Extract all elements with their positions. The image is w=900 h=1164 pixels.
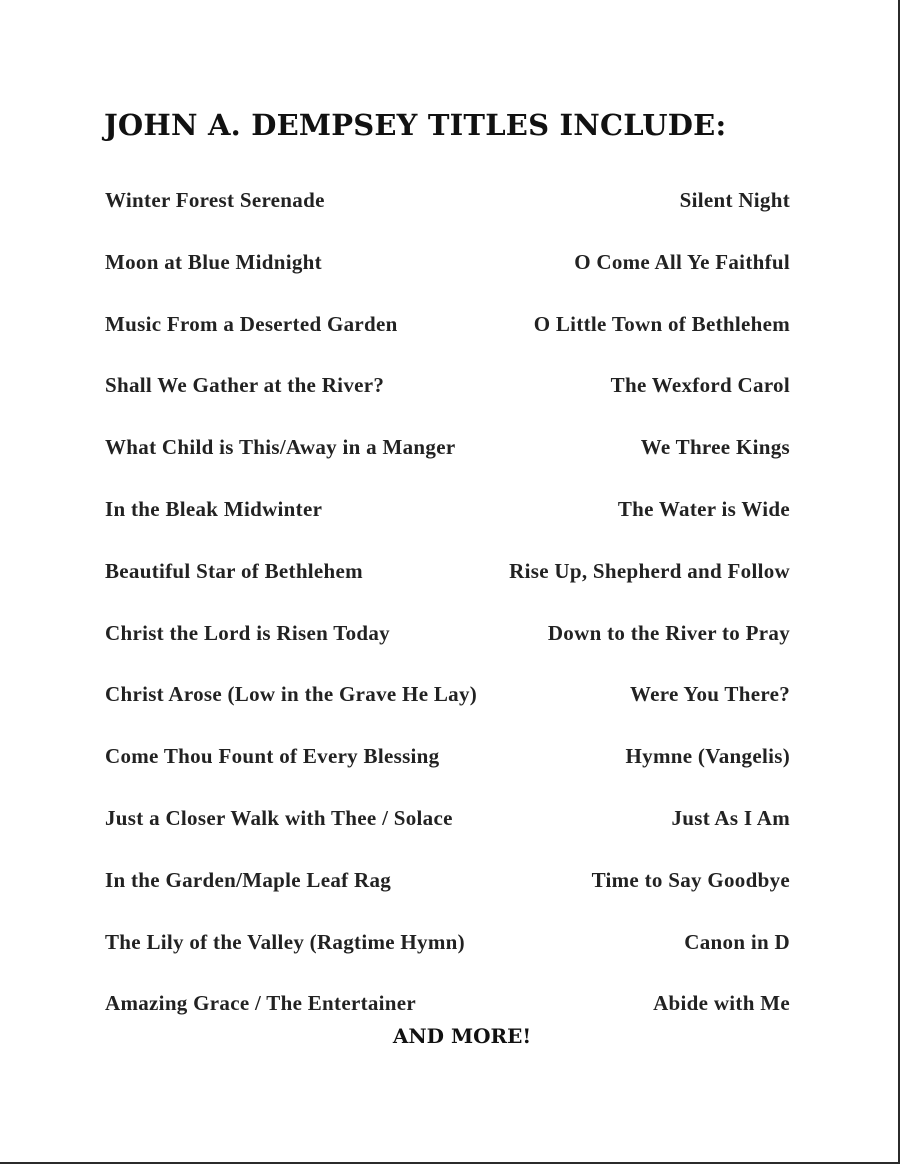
title-left: Music From a Deserted Garden (105, 311, 398, 336)
title-right: The Water is Wide (617, 496, 790, 521)
title-left: In the Bleak Midwinter (105, 496, 323, 521)
title-row (105, 806, 790, 868)
title-right: The Wexford Carol (610, 373, 790, 398)
title-left: Moon at Blue Midnight (105, 249, 322, 274)
title-right: Abide with Me (653, 991, 790, 1016)
title-row (105, 435, 790, 497)
title-right: We Three Kings (640, 435, 790, 460)
title-right: Hymne (Vangelis) (625, 744, 790, 769)
title-right: Time to Say Goodbye (591, 867, 790, 892)
title-left: What Child is This/Away in a Manger (105, 435, 456, 460)
title-left: Just a Closer Walk with Thee / Solace (105, 805, 453, 830)
title-row (105, 930, 790, 992)
titles-list (105, 188, 790, 1053)
title-row (105, 497, 790, 559)
title-row (105, 682, 790, 744)
title-left: Come Thou Fount of Every Blessing (105, 744, 440, 769)
title-row (105, 250, 790, 312)
title-left: Winter Forest Serenade (105, 188, 325, 212)
title-row (105, 312, 790, 374)
title-right: Just As I Am (671, 805, 790, 830)
title-right: Were You There? (629, 682, 790, 707)
page-title: JOHN A. DEMPSEY TITLES INCLUDE: (104, 108, 727, 142)
title-left: Amazing Grace / The Entertainer (105, 991, 417, 1016)
title-left: Christ Arose (Low in the Grave He Lay) (105, 682, 478, 707)
title-row (105, 373, 790, 435)
title-right: O Little Town of Bethlehem (533, 311, 790, 336)
title-right: O Come All Ye Faithful (574, 249, 790, 274)
title-left: Shall We Gather at the River? (105, 373, 385, 398)
title-left: Christ the Lord is Risen Today (105, 620, 390, 645)
title-row (105, 868, 790, 930)
title-row (105, 188, 790, 250)
title-right: Down to the River to Pray (547, 620, 790, 645)
title-row (105, 744, 790, 806)
title-left: Beautiful Star of Bethlehem (105, 558, 363, 583)
title-right: Canon in D (684, 929, 790, 954)
title-right: Rise Up, Shepherd and Follow (509, 558, 790, 583)
title-row (105, 559, 790, 621)
title-left: In the Garden/Maple Leaf Rag (105, 867, 392, 892)
and-more-note: AND MORE! (392, 1024, 532, 1048)
title-right: Silent Night (679, 188, 790, 212)
title-row (105, 621, 790, 683)
title-left: The Lily of the Valley (Ragtime Hymn) (105, 929, 465, 954)
